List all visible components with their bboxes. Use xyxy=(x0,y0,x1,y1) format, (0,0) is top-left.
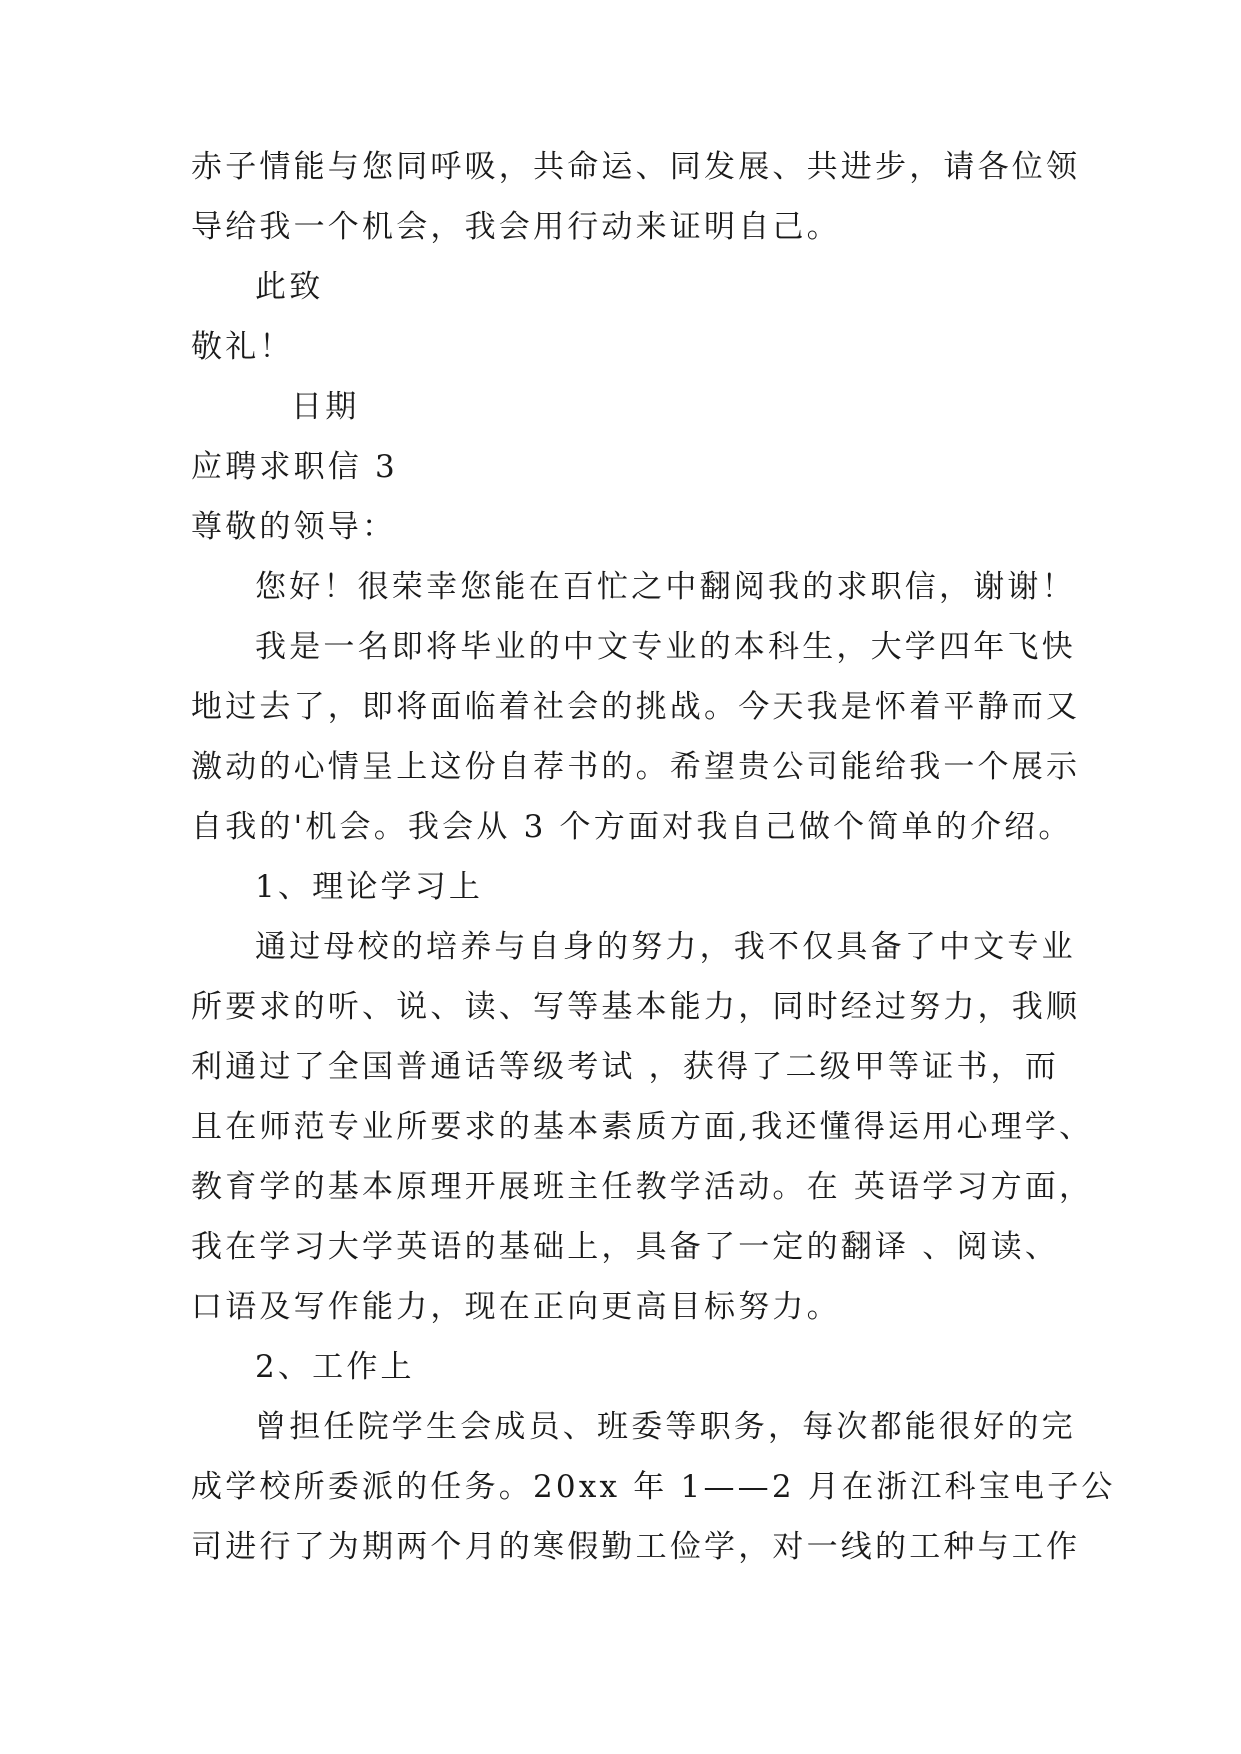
paragraph-line: 导给我一个机会，我会用行动来证明自己。 xyxy=(191,209,841,245)
paragraph-line: 且在师范专业所要求的基本素质方面,我还懂得运用心理学、 xyxy=(191,1109,1094,1145)
paragraph-line: 激动的心情呈上这份自荐书的。希望贵公司能给我一个展示 xyxy=(191,749,1081,785)
paragraph-line: 我是一名即将毕业的中文专业的本科生，大学四年飞快 xyxy=(255,629,1076,665)
paragraph-line: 口语及写作能力，现在正向更高目标努力。 xyxy=(191,1289,841,1325)
paragraph-line: 地过去了，即将面临着社会的挑战。今天我是怀着平静而又 xyxy=(191,689,1081,725)
section-title: 应聘求职信 3 xyxy=(191,449,398,485)
paragraph-line: 赤子情能与您同呼吸，共命运、同发展、共进步，请各位领 xyxy=(191,149,1081,185)
paragraph-line: 所要求的听、说、读、写等基本能力，同时经过努力，我顺 xyxy=(191,989,1081,1025)
subheading: 2、工作上 xyxy=(255,1349,415,1385)
paragraph-line: 教育学的基本原理开展班主任教学活动。在 英语学习方面， xyxy=(191,1169,1094,1205)
closing-respect: 敬礼！ xyxy=(191,329,294,365)
paragraph-line: 成学校所委派的任务。20xx 年 1——2 月在浙江科宝电子公 xyxy=(191,1469,1116,1505)
greeting: 尊敬的领导： xyxy=(191,509,397,545)
paragraph-line: 通过母校的培养与自身的努力，我不仅具备了中文专业 xyxy=(255,929,1076,965)
date-label: 日期 xyxy=(291,389,360,425)
letter-body xyxy=(191,137,1116,1577)
paragraph-line: 司进行了为期两个月的寒假勤工俭学，对一线的工种与工作 xyxy=(191,1529,1081,1565)
paragraph-line: 自我的'机会。我会从 3 个方面对我自己做个简单的介绍。 xyxy=(191,809,1073,845)
paragraph-line: 您好！很荣幸您能在百忙之中翻阅我的求职信，谢谢！ xyxy=(255,569,1076,605)
paragraph-line: 我在学习大学英语的基础上，具备了一定的翻译 、阅读、 xyxy=(191,1229,1060,1265)
paragraph-line: 曾担任院学生会成员、班委等职务，每次都能很好的完 xyxy=(255,1409,1076,1445)
subheading: 1、理论学习上 xyxy=(255,869,484,905)
closing-salutation: 此致 xyxy=(255,269,324,305)
paragraph-line: 利通过了全国普通话等级考试 ，获得了二级甲等证书，而 xyxy=(191,1049,1060,1085)
